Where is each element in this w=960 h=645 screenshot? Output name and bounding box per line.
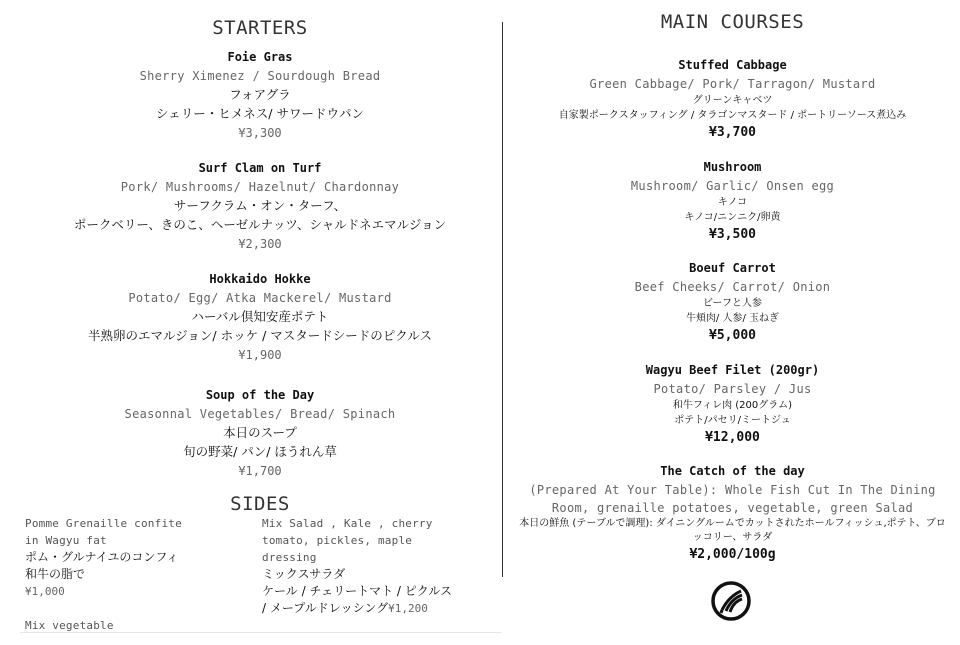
sides-title: SIDES	[230, 493, 290, 515]
item-price: ¥3,300	[238, 126, 282, 140]
menu-item	[505, 362, 960, 447]
side-next: Mix vegetable	[25, 619, 114, 632]
side-desc: in Wagyu fat	[25, 534, 107, 547]
menu-item	[20, 271, 500, 365]
side-jp: ケール / チェリートマト / ピクルス	[262, 584, 453, 598]
menu-item	[505, 57, 960, 142]
side-jp: ポム・グルナイユのコンフィ	[25, 550, 179, 564]
starters-title: STARTERS	[212, 17, 308, 39]
menu-item	[505, 260, 960, 345]
item-jp: ッコリー、サラダ	[692, 532, 773, 543]
item-price: ¥5,000	[709, 328, 756, 343]
item-name: Surf Clam on Turf	[198, 161, 322, 175]
item-jp: シェリー・ヒメネス/ サワードウパン	[156, 106, 364, 121]
item-desc: Sherry Ximenez / Sourdough Bread	[139, 69, 381, 83]
side-desc: tomato, pickles, maple	[262, 534, 413, 547]
side-jp: 和牛の脂で	[25, 567, 86, 581]
item-jp: 本日の鮮魚 (テーブルで調理): ダイニングルームでカットされたホールフィッシュ,ポテト、ブロ	[519, 518, 946, 529]
item-desc: Room, grenaille potatoes, vegetable, green Salad	[551, 501, 914, 515]
item-name: Wagyu Beef Filet (200gr)	[645, 363, 820, 377]
item-name: The Catch of the day	[660, 464, 805, 478]
menu-item	[20, 387, 500, 481]
item-desc: Mushroom/ Garlic/ Onsen egg	[630, 179, 835, 193]
item-jp: 本日のスープ	[223, 425, 297, 440]
item-jp: サーフクラム・オン・ターフ、	[173, 198, 347, 213]
item-desc: Pork/ Mushrooms/ Hazelnut/ Chardonnay	[120, 180, 400, 194]
item-name: Boeuf Carrot	[689, 261, 776, 275]
item-desc: Potato/ Egg/ Atka Mackerel/ Mustard	[128, 291, 392, 305]
item-jp: キノコ/ニンニク/卵黄	[684, 212, 781, 223]
menu-item	[20, 160, 500, 254]
item-name: Stuffed Cabbage	[678, 58, 787, 72]
item-desc: (Prepared At Your Table): Whole Fish Cut In The Dining	[529, 483, 936, 497]
main-courses-title: MAIN COURSES	[660, 11, 805, 33]
item-price: ¥3,500	[709, 227, 756, 242]
side-jp: ミックスサラダ	[262, 567, 346, 581]
item-price: ¥12,000	[705, 430, 760, 445]
side-item-right	[262, 515, 482, 617]
item-jp: ビーフと人参	[702, 298, 763, 309]
item-name: Foie Gras	[227, 50, 293, 64]
item-price: ¥2,000/100g	[689, 547, 776, 562]
side-jp: / メープルドレッシング	[262, 601, 389, 615]
item-jp: ポークベリー、きのこ、ヘーゼルナッツ、シャルドネエマルジョン	[73, 217, 447, 232]
item-jp: 牛頬肉/ 人参/ 玉ねぎ	[685, 313, 780, 324]
item-jp: グリーンキャベツ	[692, 95, 773, 106]
side-desc: Pomme Grenaille confite	[25, 517, 182, 530]
item-jp: 和牛フィレ肉 (200グラム)	[672, 400, 793, 411]
item-desc: Seasonnal Vegetables/ Bread/ Spinach	[124, 407, 396, 421]
item-desc: Potato/ Parsley / Jus	[653, 382, 812, 396]
column-divider	[502, 22, 503, 577]
item-jp: 半熟卵のエマルジョン/ ホッケ / マスタードシードのピクルス	[87, 328, 433, 343]
item-jp: 自家製ポークスタッフィング / タラゴンマスタード / ポートリーソース煮込み	[558, 110, 907, 121]
side-desc: Mix Salad , Kale , cherry	[262, 517, 433, 530]
item-name: Mushroom	[703, 160, 762, 174]
item-jp: ハーバル倶知安産ポテト	[191, 309, 329, 324]
side-price: ¥1,000	[25, 585, 65, 598]
side-price: ¥1,200	[388, 602, 428, 615]
item-price: ¥3,700	[709, 125, 756, 140]
item-jp: フォアグラ	[229, 87, 291, 102]
item-name: Soup of the Day	[205, 388, 315, 402]
item-desc: Green Cabbage/ Pork/ Tarragon/ Mustard	[589, 77, 876, 91]
item-jp: 旬の野菜/ パン/ ほうれん草	[183, 444, 337, 459]
item-name: Hokkaido Hokke	[209, 272, 311, 286]
item-jp: ポテト/パセリ/ミートジュ	[674, 415, 791, 426]
menu-item	[505, 463, 960, 564]
item-jp: キノコ	[717, 197, 748, 208]
menu-item	[20, 49, 500, 143]
item-price: ¥1,900	[238, 348, 282, 362]
item-desc: Beef Cheeks/ Carrot/ Onion	[634, 280, 831, 294]
side-desc: dressing	[262, 551, 317, 564]
side-item-left	[25, 515, 255, 634]
item-price: ¥1,700	[238, 464, 282, 478]
item-price: ¥2,300	[238, 237, 282, 251]
menu-item	[505, 159, 960, 244]
leaf-emblem-icon	[710, 580, 752, 622]
